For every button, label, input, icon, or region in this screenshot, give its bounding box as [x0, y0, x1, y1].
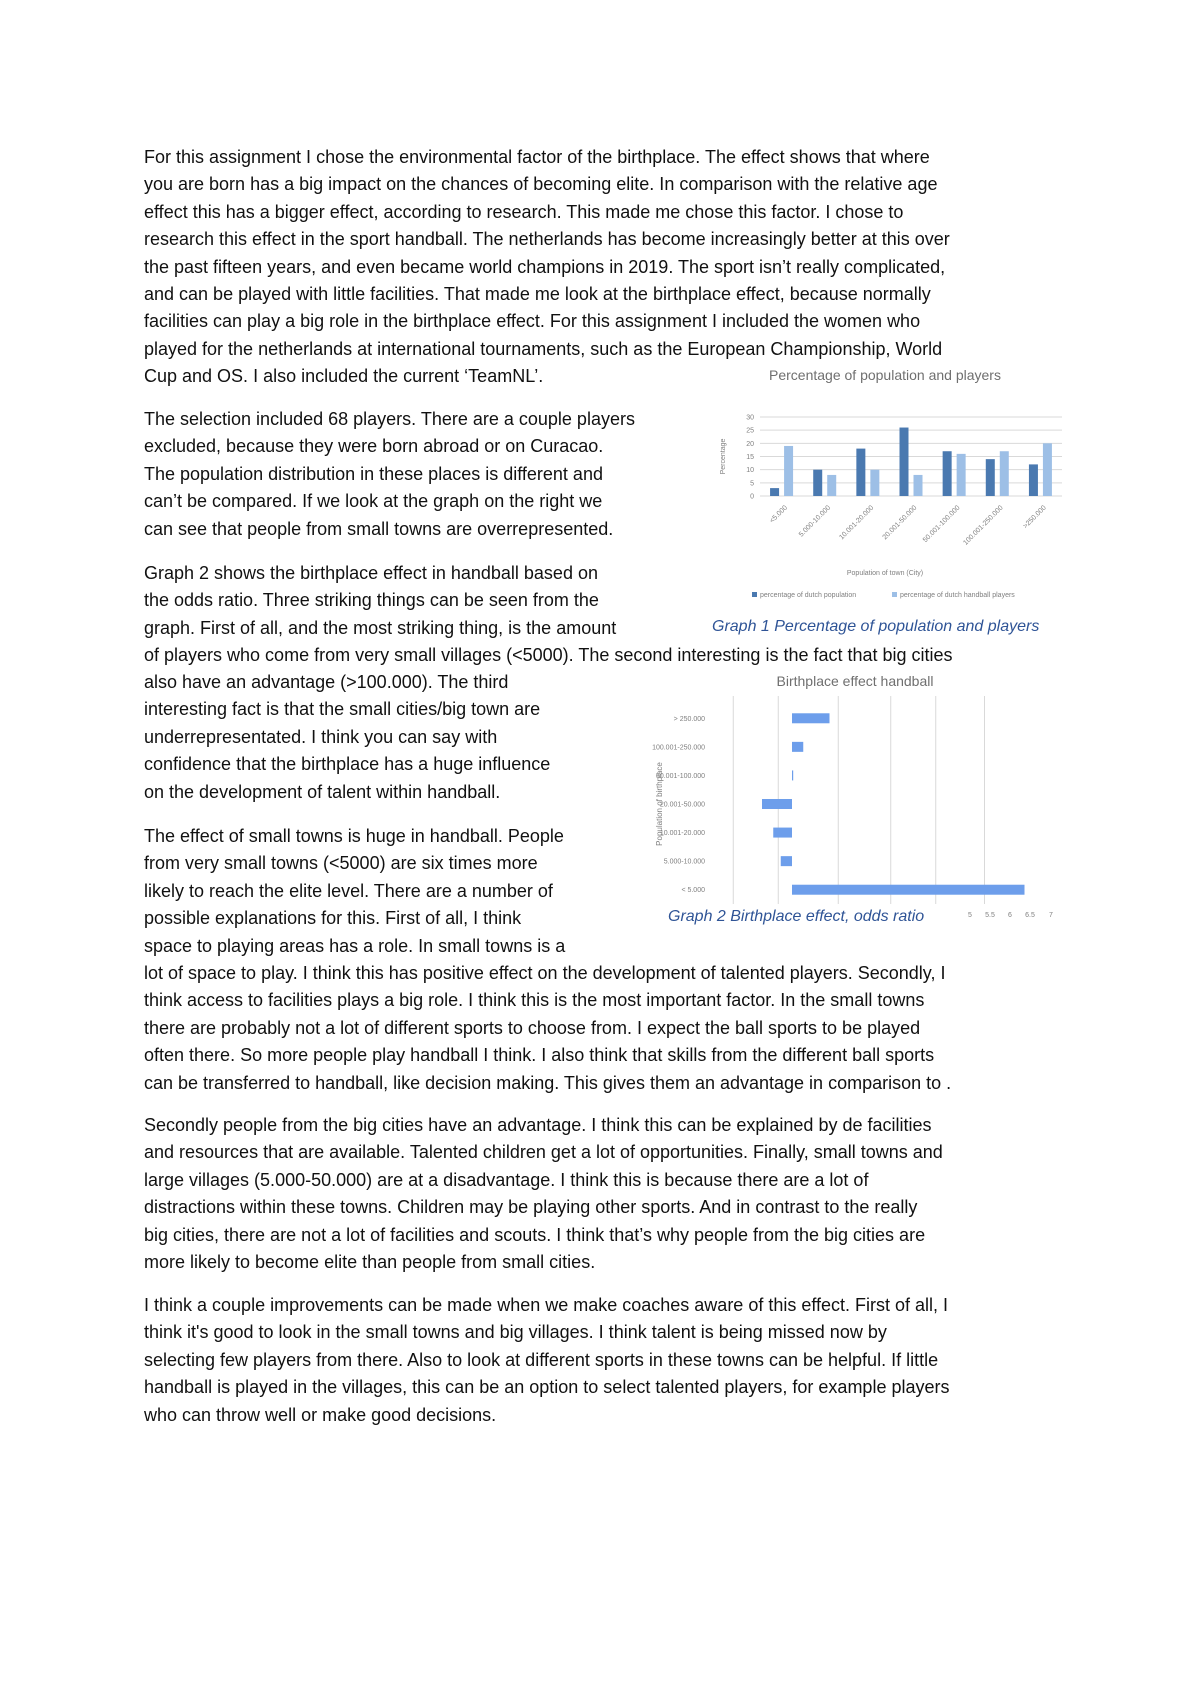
text-line: underrepresentated. I think you can say with	[144, 726, 498, 747]
x-tick-label: 5	[968, 912, 972, 919]
text-line: of players who come from very small villages (<5000). The second interesting is the fact that big cities	[144, 645, 953, 665]
text-line: graph. First of all, and the most striking thing, is the amount	[144, 617, 617, 638]
chart-title: Percentage of population and players	[769, 367, 1001, 383]
y-tick-label: < 5.000	[681, 887, 705, 895]
x-axis-label: Population of town (City)	[846, 570, 924, 577]
text-line: large villages (5.000-50.000) are at a disadvantage. I think this is because there are a lot of	[144, 1169, 869, 1190]
text-line: For this assignment I chose the environmental factor of the birthplace. The effect shows that where	[144, 147, 930, 167]
text-line: likely to reach the elite level. There are a number of	[144, 880, 553, 901]
bar	[856, 449, 865, 496]
y-tick-label: > 250.000	[673, 715, 705, 723]
text-line: distractions within these towns. Children may be playing other sports. And in contrast to the really	[144, 1197, 918, 1218]
text-line: and can be played with little facilities. That made me look at the birthplace effect, because normally	[144, 284, 931, 305]
caption-graph1: Graph 1 Percentage of population and players	[712, 618, 1040, 635]
text-line: can be transferred to handball, like decision making. This gives them an advantage in comparison to .	[144, 1072, 952, 1093]
bar	[762, 799, 792, 809]
paragraph-big-cities	[144, 1112, 1064, 1276]
text-line: often there. So more people play handball I think. I also think that skills from the different ball sports	[144, 1045, 935, 1066]
bar	[1029, 464, 1038, 496]
bar	[1000, 451, 1009, 496]
y-tick-label: 10	[746, 467, 754, 475]
y-tick-label: 30	[746, 414, 754, 422]
y-tick-label: 25	[746, 427, 754, 435]
text-line: research this effect in the sport handball. The netherlands has become increasingly better at this over	[144, 229, 950, 250]
text-line: also have an advantage (>100.000). The third	[144, 672, 509, 692]
y-tick-label: 20	[746, 440, 754, 448]
y-axis-label: Percentage	[720, 438, 727, 475]
legend-label: percentage of dutch population	[760, 592, 857, 599]
bar	[986, 459, 995, 496]
chart-population-players	[700, 360, 1070, 605]
bar	[792, 713, 830, 723]
text-line: The selection included 68 players. There are a couple players	[144, 409, 635, 429]
text-line: from very small towns (<5000) are six times more	[144, 853, 538, 874]
y-axis-label: Population of birthplace	[655, 762, 664, 846]
bar	[784, 446, 793, 496]
text-line: think access to facilities plays a big role. I think this is the most important factor. In the small towns	[144, 990, 925, 1011]
text-line: The effect of small towns is huge in handball. People	[144, 826, 564, 846]
text-line: effect this has a bigger effect, according to research. This made me chose this factor. I chose to	[144, 201, 904, 222]
x-tick-label: <5.000	[768, 504, 789, 525]
paragraph-small-towns-b	[144, 960, 1064, 1097]
paragraph-graph2-c	[144, 669, 649, 806]
paragraph-graph2-b	[144, 642, 1064, 669]
text-line: possible explanations for this. First of all, I think	[144, 908, 522, 929]
text-line: handball is played in the villages, this can be an option to select talented players, for example players	[144, 1377, 950, 1398]
text-line: selecting few players from there. Also to look at different sports in these towns can be helpful. If little	[144, 1349, 939, 1370]
bar	[792, 885, 1025, 895]
x-tick-label: 5.000-10.000	[797, 504, 833, 539]
legend-swatch	[892, 592, 897, 597]
bar	[827, 475, 836, 496]
text-line: Cup and OS. I also included the current ‘TeamNL’.	[144, 366, 544, 387]
bar	[943, 451, 952, 496]
text-line: facilities can play a big role in the birthplace effect. For this assignment I included the women who	[144, 311, 921, 332]
x-tick-label: 7	[1049, 912, 1053, 919]
y-tick-label: 15	[746, 454, 754, 461]
text-line: more likely to become elite than people from small cities.	[144, 1252, 596, 1273]
text-line: excluded, because they were born abroad or on Curacao.	[144, 436, 604, 457]
text-line: on the development of talent within handball.	[144, 781, 501, 802]
text-line: interesting fact is that the small cities/big town are	[144, 699, 541, 720]
chart-birthplace-effect	[640, 668, 1070, 920]
paragraph-intro	[144, 144, 1064, 391]
bar	[773, 828, 792, 838]
text-line: lot of space to play. I think this has positive effect on the development of talented players. Secondly, I	[144, 963, 946, 983]
x-tick-label: 5.5	[985, 912, 995, 919]
paragraph-selection	[144, 406, 684, 543]
text-line: and resources that are available. Talented children get a lot of opportunities. Finally, small towns and	[144, 1142, 943, 1163]
bar	[1043, 443, 1052, 496]
paragraph-improvements	[144, 1292, 1064, 1429]
bar	[781, 856, 792, 866]
x-tick-label: 50.001-100.000	[921, 504, 962, 545]
x-tick-label: 100.001-250.000	[962, 504, 1005, 547]
legend-swatch	[752, 592, 757, 597]
bar	[900, 428, 909, 496]
chart-title: Birthplace effect handball	[776, 673, 934, 689]
text-line: can’t be compared. If we look at the graph on the right we	[144, 491, 603, 512]
text-line: Graph 2 shows the birthplace effect in handball based on	[144, 563, 598, 583]
paragraph-small-towns-a	[144, 823, 624, 960]
y-tick-label: 10.001-20.000	[659, 830, 705, 838]
x-tick-label: 6.5	[1025, 912, 1035, 919]
text-line: the odds ratio. Three striking things can be seen from the	[144, 590, 599, 611]
y-tick-label: 100.001-250.000	[652, 744, 705, 752]
x-tick-label: >250.000	[1022, 504, 1048, 531]
text-line: you are born has a big impact on the chances of becoming elite. In comparison with the relative age	[144, 174, 938, 195]
text-line: there are probably not a lot of different sports to choose from. I expect the ball sports to be played	[144, 1017, 921, 1038]
text-line: can see that people from small towns are overrepresented.	[144, 518, 614, 539]
bar	[792, 770, 793, 780]
bar	[914, 475, 923, 496]
text-line: confidence that the birthplace has a huge influence	[144, 754, 551, 775]
text-line: space to playing areas has a role. In small towns is a	[144, 935, 566, 956]
text-line: I think a couple improvements can be made when we make coaches aware of this effect. First of all, I	[144, 1295, 949, 1315]
x-tick-label: 10.001-20.000	[838, 504, 876, 542]
bar	[770, 488, 779, 496]
text-line: think it's good to look in the small towns and big villages. I think talent is being missed now by	[144, 1322, 887, 1343]
y-tick-label: 5	[750, 480, 754, 488]
legend-label: percentage of dutch handball players	[900, 592, 1015, 599]
y-tick-label: 20.001-50.000	[659, 801, 705, 809]
y-tick-label: 5.000-10.000	[663, 858, 705, 866]
x-tick-label: 6	[1008, 912, 1012, 919]
caption-graph2: Graph 2 Birthplace effect, odds ratio	[668, 908, 925, 925]
text-line: big cities, there are not a lot of facilities and scouts. I think that’s why people from the big cities are	[144, 1224, 926, 1245]
paragraph-graph2-a	[144, 560, 684, 642]
y-tick-label: 50.001-100.000	[655, 772, 705, 780]
bar	[957, 454, 966, 496]
text-line: who can throw well or make good decisions.	[144, 1404, 497, 1425]
bar	[792, 742, 803, 752]
text-line: the past fifteen years, and even became world champions in 2019. The sport isn’t really complicated,	[144, 256, 946, 277]
y-tick-label: 0	[750, 493, 754, 501]
bar	[813, 470, 822, 496]
bar	[870, 470, 879, 496]
x-tick-label: 20.001-50.000	[881, 504, 919, 542]
text-line: The population distribution in these places is different and	[144, 463, 603, 484]
text-line: Secondly people from the big cities have an advantage. I think this can be explained by de facilities	[144, 1115, 932, 1135]
text-line: played for the netherlands at international tournaments, such as the European Championship, World	[144, 338, 943, 359]
